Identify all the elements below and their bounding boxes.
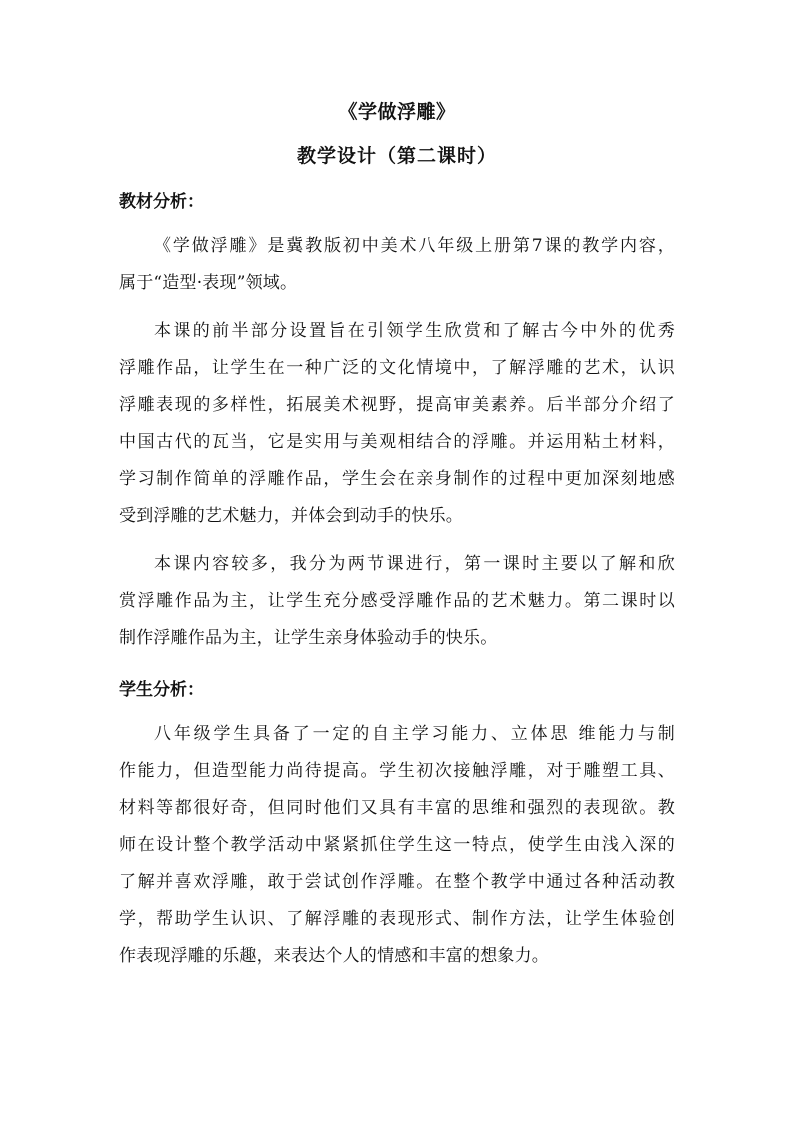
- section-heading-student-analysis: 学生分析：: [119, 680, 204, 700]
- paragraph: [119, 546, 675, 657]
- text-line: 八年级学生具备了一定的自主学习能力、立体思 维能力与制: [154, 724, 675, 744]
- text-line: 受到浮雕的艺术魅力，并体会到动手的快乐。: [119, 506, 463, 526]
- text-line: 赏浮雕作品为主，让学生充分感受浮雕作品的艺术魅力。第二课时以: [119, 591, 675, 611]
- text-line: 学，帮助学生认识、了解浮雕的表现形式、制作方法，让学生体验创: [119, 909, 675, 929]
- text-line: 作表现浮雕的乐趣，来表达个人的情感和丰富的想象力。: [119, 946, 549, 966]
- text-line: 本课内容较多，我分为两节课进行，第一课时主要以了解和欣: [154, 554, 675, 574]
- document-body: [119, 186, 675, 986]
- text-line: 作能力，但造型能力尚待提高。学生初次接触浮雕，对于雕塑工具、: [119, 761, 675, 781]
- text-line: 材料等都很好奇，但同时他们又具有丰富的思维和强烈的表现欲。教: [119, 798, 675, 818]
- paragraph: [119, 716, 675, 975]
- paragraph: [119, 228, 675, 302]
- text-line: 中国古代的瓦当，它是实用与美观相结合的浮雕。并运用粘土材料，: [119, 432, 675, 452]
- section-heading-material-analysis: 教材分析：: [119, 192, 204, 212]
- document-title: 《学做浮雕》: [338, 101, 456, 123]
- text-line: 学习制作简单的浮雕作品，学生会在亲身制作的过程中更加深刻地感: [119, 469, 675, 489]
- paragraph: [119, 313, 675, 535]
- document-subtitle: 教学设计（第二课时）: [296, 145, 497, 167]
- text-line: 制作浮雕作品为主，让学生亲身体验动手的快乐。: [119, 628, 498, 648]
- text-line: 《学做浮雕》是冀教版初中美术八年级上册第7课的教学内容，: [154, 236, 675, 256]
- text-line: 浮雕作品，让学生在一种广泛的文化情境中，了解浮雕的艺术，认识: [119, 358, 675, 378]
- text-line: 了解并喜欢浮雕，敢于尝试创作浮雕。在整个教学中通过各种活动教: [119, 872, 675, 892]
- text-line: 师在设计整个教学活动中紧紧抓住学生这一特点，使学生由浅入深的: [119, 835, 675, 855]
- text-line: 本课的前半部分设置旨在引领学生欣赏和了解古今中外的优秀: [154, 321, 675, 341]
- text-line: 属于“造型·表现”领域。: [119, 273, 298, 293]
- text-line: 浮雕表现的多样性，拓展美术视野，提高审美素养。后半部分介绍了: [119, 395, 675, 415]
